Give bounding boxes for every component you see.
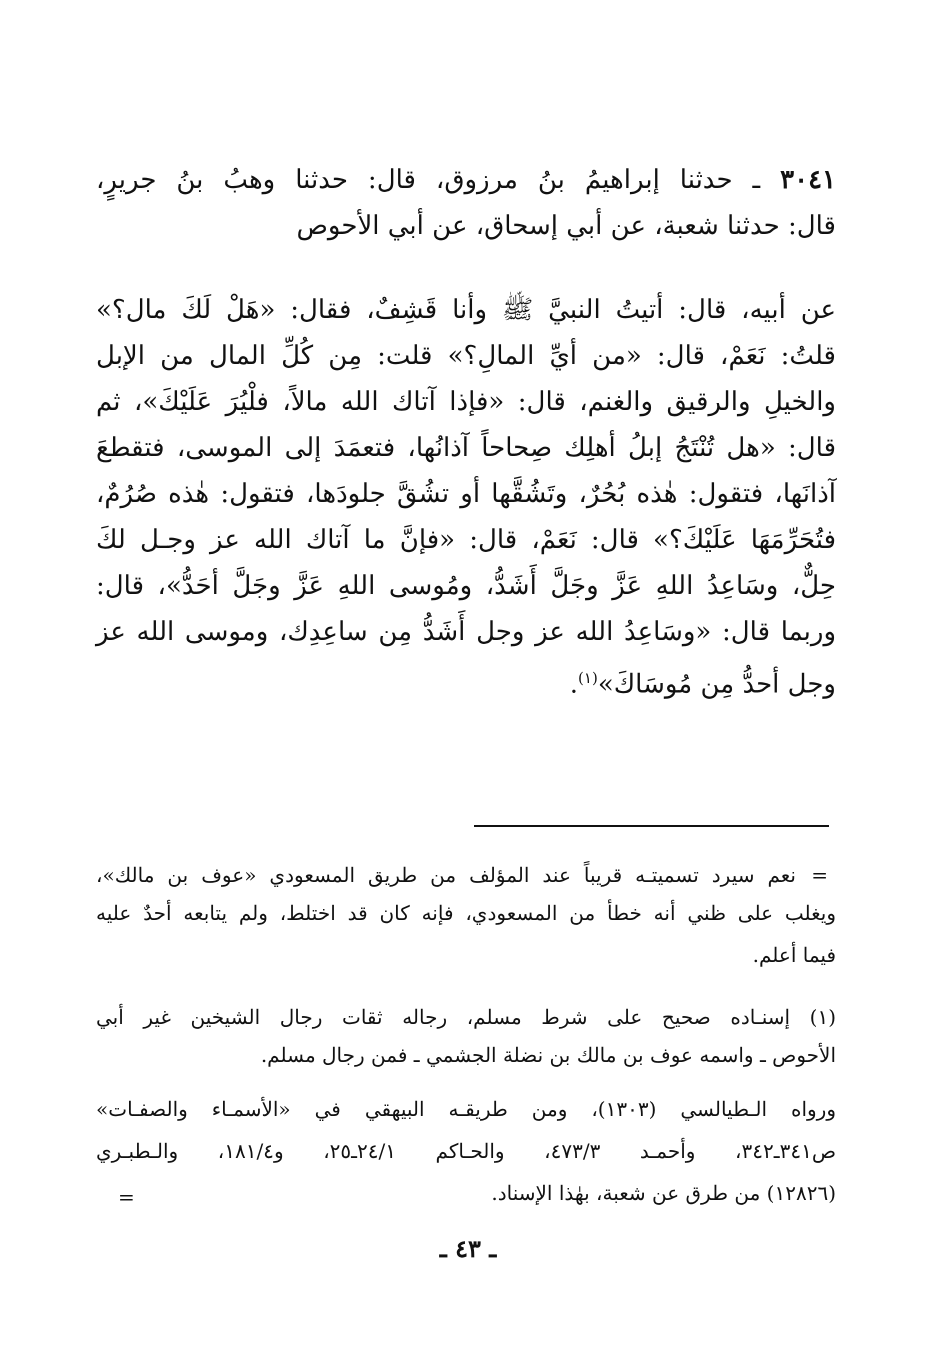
isnad-text-1: ـ حدثنا إبراهيمُ بنُ مرزوق، قال: حدثنا وهبُ بنُ جريرٍ، bbox=[96, 165, 761, 195]
footnote-1-line-5: (١٢٨٢٦) من طرق عن شعبة، بهٰذا الإسناد. bbox=[491, 1181, 836, 1205]
matn-line-5: آذانَها، فتقول: هٰذه بُحُرٌ، وتَشُقَّها أو تشُقَّ جلودَها، فتقول: هٰذه صُرُمٌ، bbox=[96, 479, 836, 509]
matn-line-6: فتُحَرِّمَهَا عَلَيْكَ؟» قال: نَعَمْ، قال: «فإنَّ ما آتاك الله عز وجـل لكَ bbox=[96, 525, 836, 555]
footnote-continuation-2: ويغلب على ظني أنه خطأ من المسعودي، فإنه كان قد اختلط، ولم يتابعه أحدٌ عليه bbox=[96, 901, 836, 925]
matn-line-2: قلتُ: نَعَمْ، قال: «من أيِّ المالِ؟» قلت: مِن كُلِّ المال من الإبل bbox=[96, 341, 836, 371]
footnote-1-line-2: الأحوص ـ واسمه عوف بن مالك بن نضلة الجشمي ـ فمن رجال مسلم. bbox=[260, 1043, 836, 1067]
matn-line-1: عن أبيه، قال: أتيتُ النبيَّ ﷺ وأنا قَشِفٌ، فقال: «هَلْ لَكَ مال؟» bbox=[96, 295, 836, 325]
matn-line-9 bbox=[96, 658, 836, 705]
matn-last-end: . bbox=[569, 669, 579, 700]
matn-line-3: والخيلِ والرقيق والغنم، قال: «فإذا آتاك الله مالاً، فلْيُرَ عَلَيْكَ»، ثم bbox=[96, 387, 836, 417]
hadith-number: ٣٠٤١ bbox=[780, 165, 836, 195]
matn-line-7: حِلٌّ، وسَاعِدُ اللهِ عَزَّ وجَلَّ أَشَدُّ، ومُوسى اللهِ عَزَّ وجَلَّ أحَدُّ»، قال: bbox=[96, 571, 836, 601]
footnote-1-line-1: (١) إسنـاده صحيح على شرط مسلم، رجاله ثقات رجال الشيخين غير أبي bbox=[96, 1005, 836, 1029]
isnad-line-1 bbox=[96, 160, 836, 200]
continuation-mark: = bbox=[811, 863, 828, 887]
footnote-ref-1: (١) bbox=[578, 669, 598, 687]
footnote-1-line-3: ورواه الـطيالسي (١٣٠٣)، ومن طريقـه البيهقي في «الأسمـاء والصفـات» bbox=[96, 1097, 836, 1121]
isnad-line-2: قال: حدثنا شعبة، عن أبي إسحاق، عن أبي الأحوص bbox=[296, 211, 836, 241]
footnote-continuation-3: فيما أعلم. bbox=[752, 943, 836, 967]
matn-line-4: قال: «هل تُنْتَجُ إبلُ أهلِك صِحاحاً آذانُها، فتعمَدَ إلى الموسى، فتقطعَ bbox=[96, 433, 836, 463]
matn-last-text: وجل أحدُّ مِن مُوسَاكَ» bbox=[597, 669, 836, 700]
trailing-mark: = bbox=[118, 1185, 135, 1209]
footnote-divider bbox=[474, 825, 829, 827]
matn-line-8: وربما قال: «وسَاعِدُ الله عز وجل أَشَدُّ مِن ساعِدِك، وموسى الله عز bbox=[96, 617, 836, 647]
footnote-continuation-1: نعم سيرد تسميتـه قريباً عند المؤلف من طريق المسعودي «عوف بن مالك»، bbox=[96, 863, 796, 887]
footnote-1-line-4: ص٣٤١ـ٣٤٢، وأحمـد ٤٧٣/٣، والحـاكم ٢٤/١ـ٢٥، و١٨١/٤، والـطبـري bbox=[96, 1139, 836, 1163]
page-number: ـ ٤٣ ـ bbox=[439, 1234, 497, 1263]
